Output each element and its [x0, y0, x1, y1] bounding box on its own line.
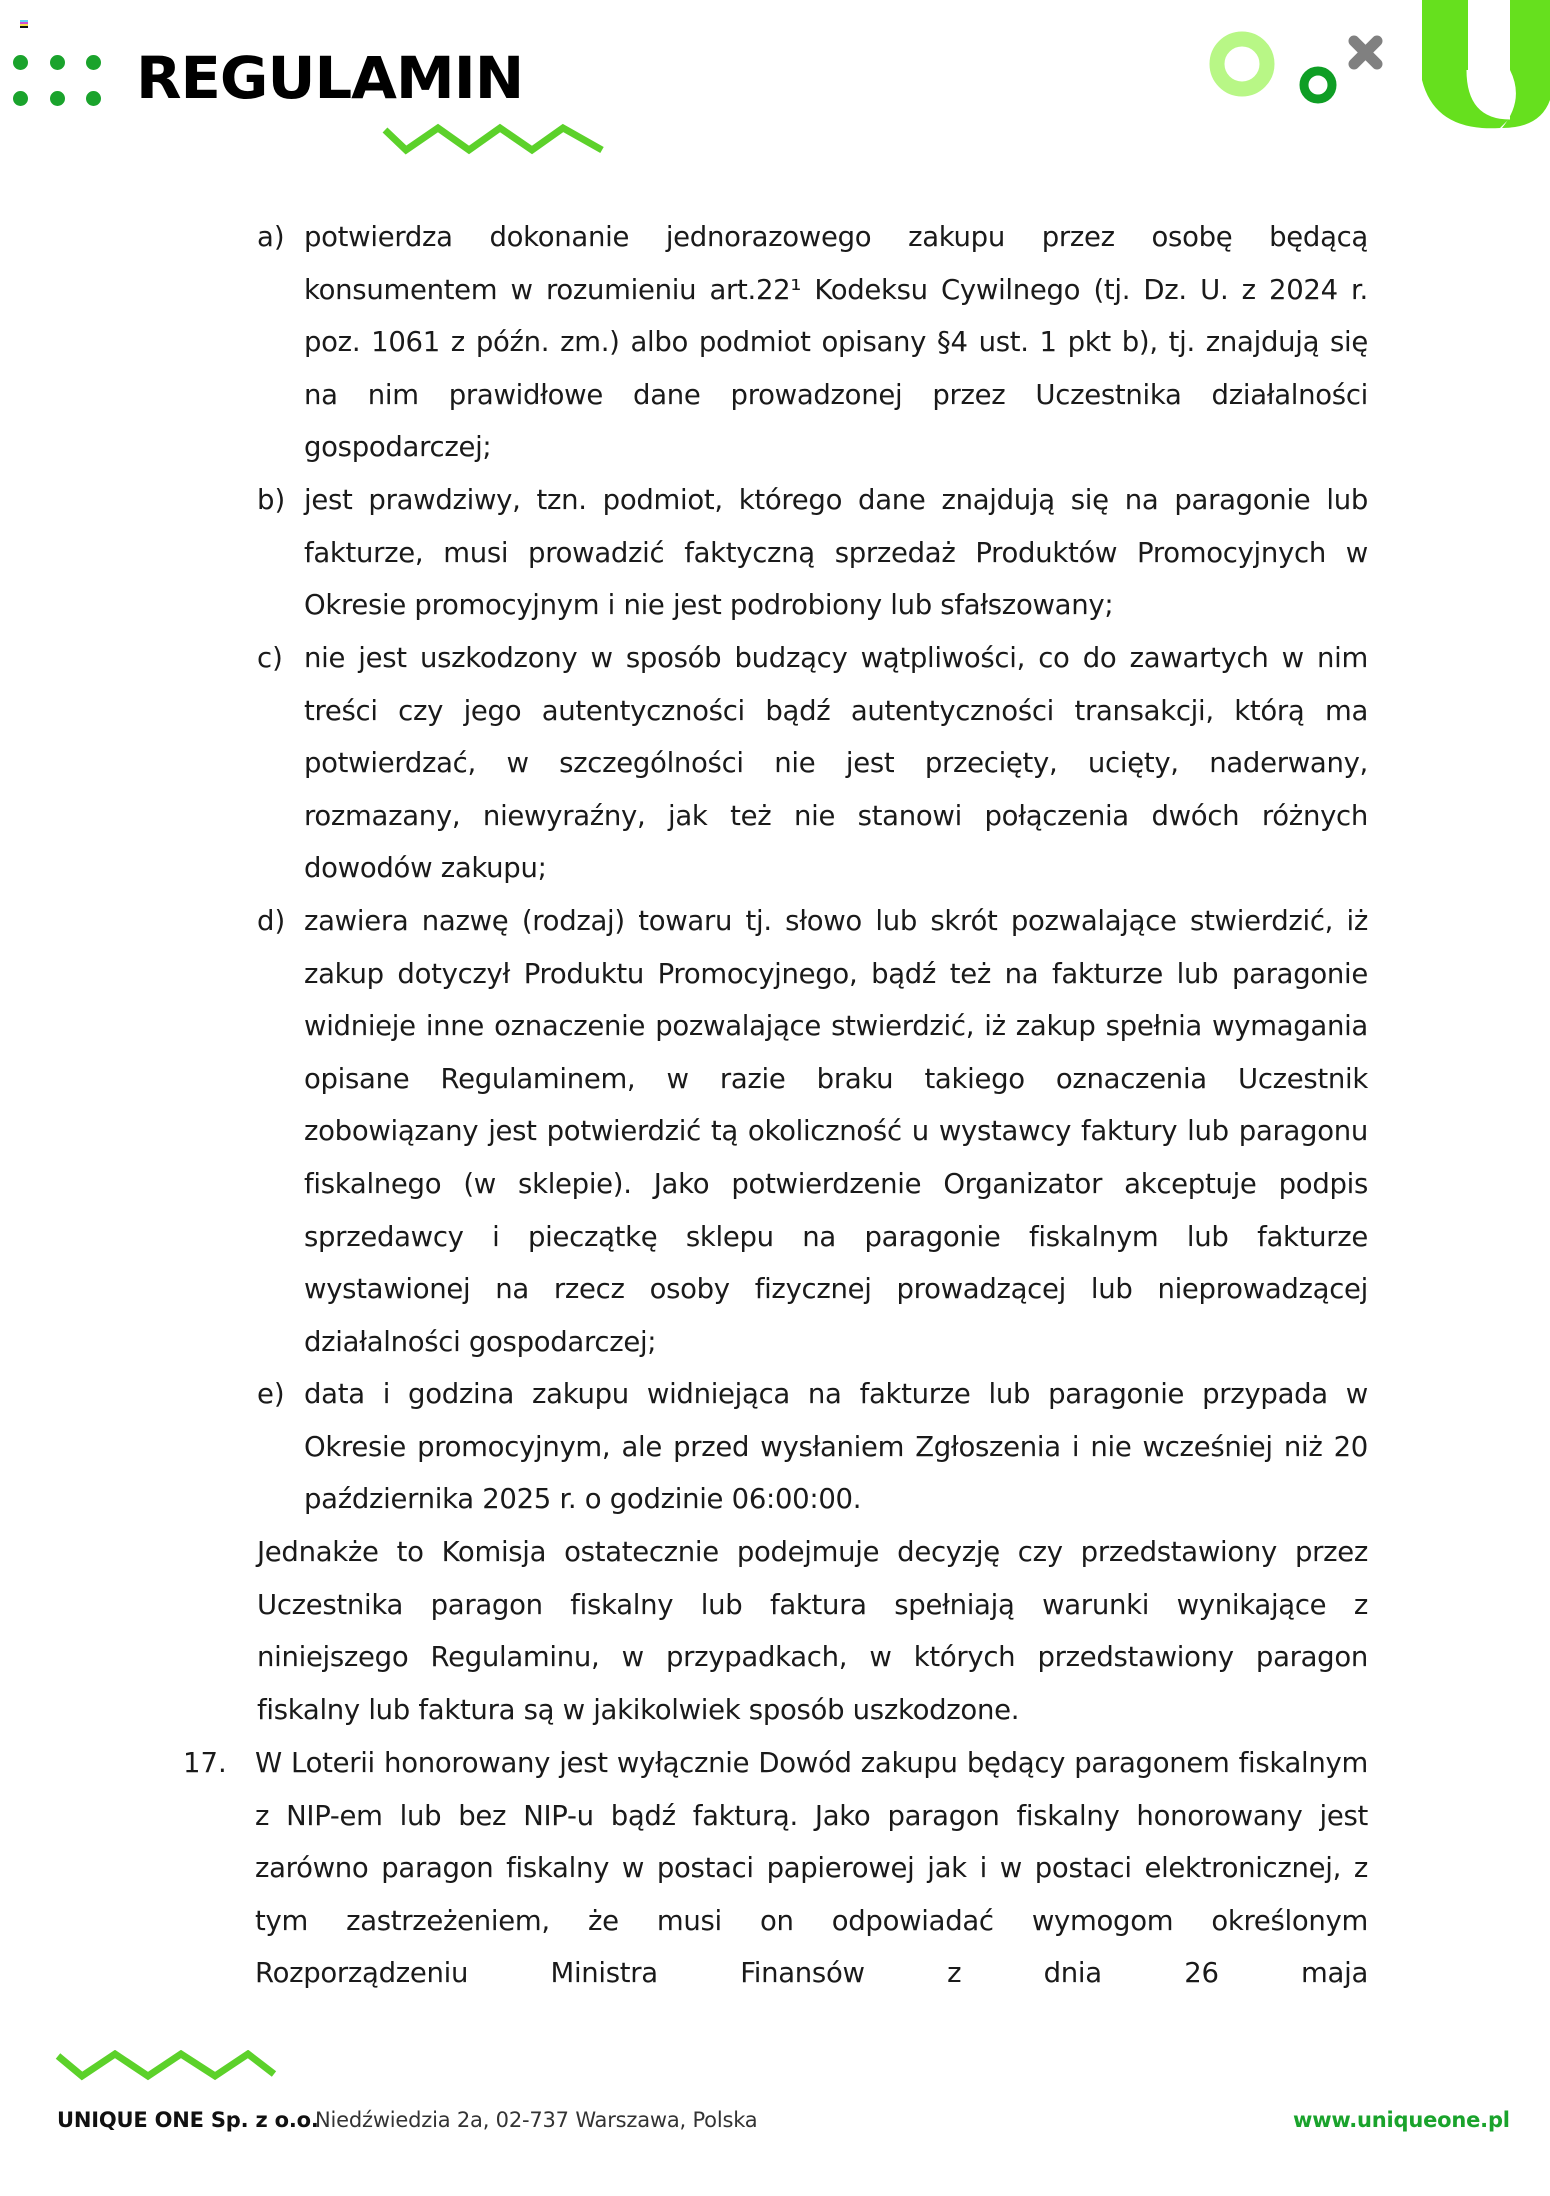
list-item-label: b) [257, 484, 286, 516]
list-item-label: d) [257, 905, 286, 937]
list-item-label: a) [257, 221, 285, 253]
footer-company-name: UNIQUE ONE Sp. z o.o. [57, 2108, 319, 2132]
list-item-text: data i godzina zakupu widniejąca na fakturze lub paragonie przypada w Okresie promocyjnym, ale przed wysłaniem Zgłoszenia i nie wcześniej niż 20 października 2025 r. o godzinie 06:00:00. [304, 1378, 1368, 1516]
section-number: 17. [183, 1747, 227, 1779]
list-item-label: e) [257, 1378, 285, 1410]
list-item-text: zawiera nazwę (rodzaj) towaru tj. słowo lub skrót pozwalające stwierdzić, iż zakup dotyczył Produktu Promocyjnego, bądź też na fakturze lub paragonie widnieje inne oznaczenie pozwalające stwierdzić, iż zakup spełnia wymagania opisane Regulaminem, w razie braku takiego oznaczenia Uczestnik zobowiązany jest potwierdzić tą okoliczność u wystawcy faktury lub paragonu fiskalnego (w sklepie). Jako potwierdzenie Organizator akceptuje podpis sprzedawcy i pieczątkę sklepu na paragonie fiskalnym lub fakturze wystawionej na rzecz osoby fizycznej prowadzącej lub nieprowadzącej działalności gospodarczej; [304, 905, 1368, 1358]
print-color-marker [20, 20, 28, 28]
list-item-text: potwierdza dokonanie jednorazowego zakupu przez osobę będącą konsumentem w rozumieniu art.22¹ Kodeksu Cywilnego (tj. Dz. U. z 2024 r. poz. 1061 z późn. zm.) albo podmiot opisany §4 ust. 1 pkt b), tj. znajdują się na nim prawidłowe dane prowadzonej przez Uczestnika działalności gospodarczej; [304, 221, 1368, 464]
section-17-text: W Loterii honorowany jest wyłącznie Dowód zakupu będący paragonem fiskalnym z NIP-em lub bez NIP-u bądź fakturą. Jako paragon fiskalny honorowany jest zarówno paragon fiskalny w postaci papierowej jak i w postaci elektronicznej, z tym zastrzeżeniem, że musi on odpowiadać wymogom określonym Rozporządzeniu Ministra Finansów z dnia 26 maja [255, 1747, 1368, 1990]
closing-paragraph: Jednakże to Komisja ostatecznie podejmuje decyzję czy przedstawiony przez Uczestnika paragon fiskalny lub faktura spełniają warunki wynikające z niniejszego Regulaminu, w przypadkach, w których przedstawiony paragon fiskalny lub faktura są w jakikolwiek sposób uszkodzone. [257, 1536, 1368, 1726]
brand-logo-icon [1200, 0, 1550, 150]
footer-address: Niedźwiedzia 2a, 02-737 Warszawa, Polska [315, 2108, 758, 2132]
page-title: REGULAMIN [136, 44, 524, 112]
footer-zigzag-icon [55, 2050, 280, 2084]
zigzag-decoration-icon [382, 122, 607, 156]
list-item-text: nie jest uszkodzony w sposób budzący wątpliwości, co do zawartych w nim treści czy jego autentyczności bądź autentyczności transakcji, którą ma potwierdzać, w szczególności nie jest przecięty, ucięty, naderwany, rozmazany, niewyraźny, jak też nie stanowi połączenia dwóch różnych dowodów zakupu; [304, 642, 1368, 885]
dots-decoration-icon [12, 54, 102, 106]
list-item-text: jest prawdziwy, tzn. podmiot, którego dane znajdują się na paragonie lub fakturze, musi prowadzić faktyczną sprzedaż Produktów Promocyjnych w Okresie promocyjnym i nie jest podrobiony lub sfałszowany; [304, 484, 1368, 622]
footer-website-link[interactable]: www.uniqueone.pl [1293, 2108, 1510, 2132]
list-item-label: c) [257, 642, 283, 674]
